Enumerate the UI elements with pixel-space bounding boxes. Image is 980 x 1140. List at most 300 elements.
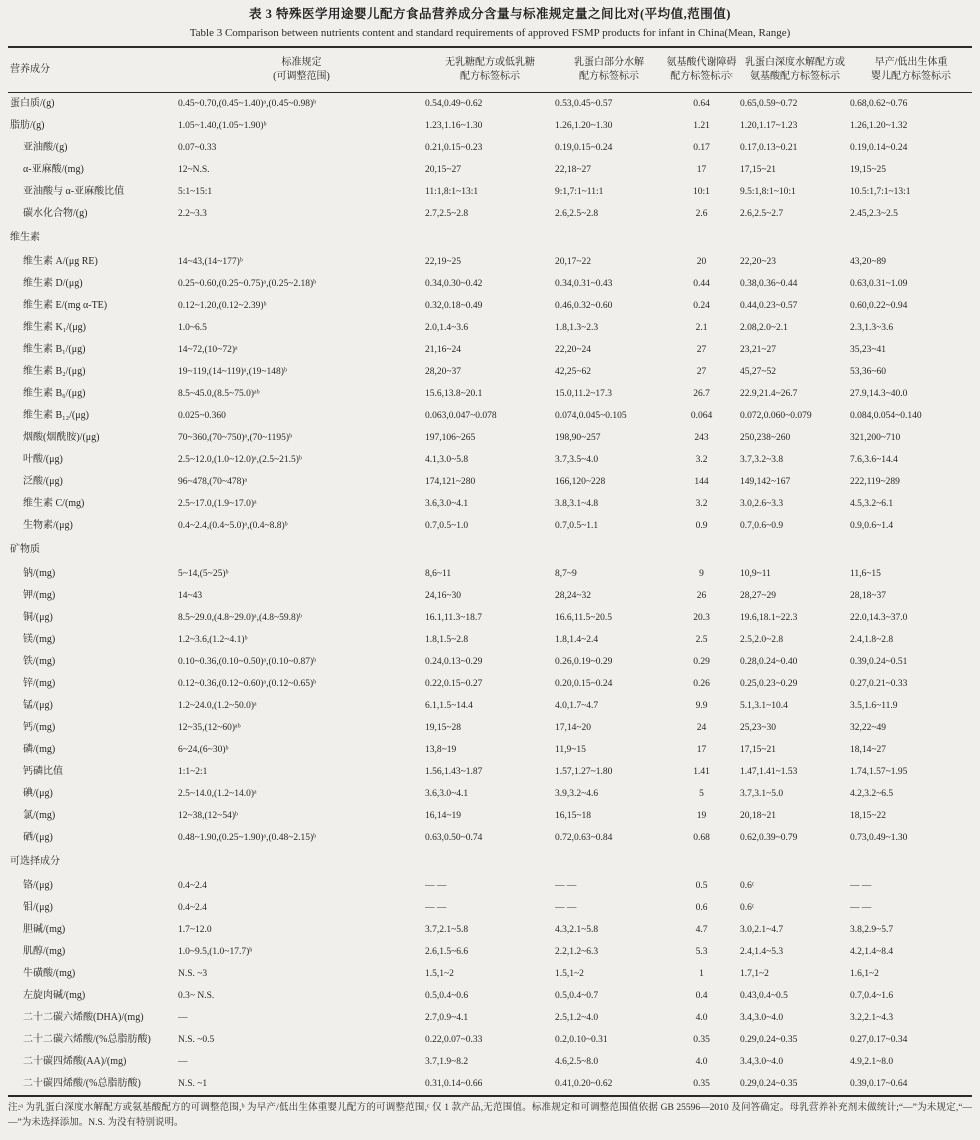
row-label: 维生素 B₆/(μg) — [23, 388, 86, 399]
table-row — [8, 361, 972, 383]
value-cell: 22.0,14.3~37.0 — [850, 613, 908, 623]
value-cell: 0.39,0.24~0.51 — [850, 657, 908, 667]
value-cell: 4.0 — [695, 1057, 708, 1067]
value-cell: 0.34,0.31~0.43 — [555, 279, 613, 289]
col-header-text: 氨基酸代谢障碍 — [666, 57, 737, 68]
value-cell: 0.6ᶜ — [740, 903, 755, 913]
value-cell: 0.54,0.49~0.62 — [425, 99, 483, 109]
value-cell: 0.64 — [693, 99, 710, 109]
value-cell: 20.3 — [693, 613, 710, 623]
row-label: α-亚麻酸/(mg) — [23, 164, 84, 175]
value-cell: 4.3,2.1~5.8 — [555, 925, 599, 935]
row-label: 钠/(mg) — [23, 568, 56, 579]
value-cell: 1.7~12.0 — [178, 925, 212, 935]
row-label: 钙/(mg) — [23, 722, 56, 733]
table-row — [8, 1007, 972, 1029]
value-cell: — — — [850, 903, 872, 913]
value-cell: 2.5~17.0,(1.9~17.0)ᵃ — [178, 499, 257, 509]
col-header-text: 无乳糖配方或低乳糖 — [445, 57, 535, 68]
value-cell: 22,19~25 — [425, 257, 462, 267]
value-cell: 0.31,0.14~0.66 — [425, 1079, 483, 1089]
value-cell: 0.7,0.6~0.9 — [740, 521, 784, 531]
value-cell: 2.45,2.3~2.5 — [850, 209, 898, 219]
value-cell: 10,9~11 — [740, 569, 771, 579]
table-row — [8, 181, 972, 203]
col-header-text: 乳蛋白深度水解配方或 — [745, 57, 845, 68]
value-cell: 11:1,8:1~13:1 — [425, 187, 479, 197]
col-header-amino-acid-metabolic — [663, 56, 740, 84]
table-footnote: 注:ᵃ 为乳蛋白深度水解配方或氨基酸配方的可调整范围,ᵇ 为早产/低出生体重婴儿配方的可调整范围,ᶜ 仅 1 款产品,无范围值。标准规定和可调整范围值依据 GB 25596—2010 及问答确定。母乳营养补充剂未做统计;“—”为未规定,“— —”为未选择添加。N.S. 为没有特别说明。 — [8, 1103, 972, 1128]
value-cell: 0.68 — [693, 833, 710, 843]
value-cell: 45,27~52 — [740, 367, 777, 377]
row-label: 钼/(μg) — [23, 902, 53, 913]
row-label: 二十二碳六烯酸/(%总脂肪酸) — [23, 1034, 151, 1045]
value-cell: 20,17~22 — [555, 257, 592, 267]
value-cell: 1.8,1.5~2.8 — [425, 635, 469, 645]
value-cell: 3.8,3.1~4.8 — [555, 499, 599, 509]
value-cell: 9 — [699, 569, 704, 579]
value-cell: 243 — [694, 433, 709, 443]
value-cell: 0.5 — [695, 881, 708, 891]
value-cell: 0.21,0.15~0.23 — [425, 143, 483, 153]
value-cell: 28,24~32 — [555, 591, 592, 601]
value-cell: 9.5:1,8:1~10:1 — [740, 187, 796, 197]
row-label: 锌/(mg) — [23, 678, 56, 689]
value-cell: 3.7,3.5~4.0 — [555, 455, 599, 465]
table-row — [8, 515, 972, 537]
value-cell: 19~119,(14~119)ᵃ,(19~148)ᵇ — [178, 367, 287, 377]
value-cell: N.S. ~3 — [178, 969, 208, 979]
value-cell: 19,15~25 — [850, 165, 887, 175]
value-cell: 166,120~228 — [555, 477, 606, 487]
value-cell: 0.73,0.49~1.30 — [850, 833, 908, 843]
col-header-text: 乳蛋白部分水解 — [574, 57, 644, 68]
value-cell: 24,16~30 — [425, 591, 462, 601]
value-cell: 0.28,0.24~0.40 — [740, 657, 798, 667]
value-cell: 3.6,3.0~4.1 — [425, 499, 469, 509]
value-cell: 1.23,1.16~1.30 — [425, 121, 483, 131]
value-cell: 1.74,1.57~1.95 — [850, 767, 908, 777]
value-cell: 1:1~2:1 — [178, 767, 208, 777]
section-row — [8, 849, 972, 875]
value-cell: 0.29,0.24~0.35 — [740, 1035, 798, 1045]
value-cell: 3.4,3.0~4.0 — [740, 1057, 784, 1067]
table-row — [8, 607, 972, 629]
row-label: 硒/(μg) — [23, 832, 53, 843]
table-row — [8, 317, 972, 339]
value-cell: 2.4,1.8~2.8 — [850, 635, 894, 645]
value-cell: 250,238~260 — [740, 433, 791, 443]
value-cell: 16,14~19 — [425, 811, 462, 821]
value-cell: 4.9,2.1~8.0 — [850, 1057, 894, 1067]
col-header-extensively-hydrolyzed — [740, 56, 850, 84]
table-row — [8, 251, 972, 273]
value-cell: 0.072,0.060~0.079 — [740, 411, 812, 421]
value-cell: 18,14~27 — [850, 745, 887, 755]
row-label: 叶酸/(μg) — [23, 454, 63, 465]
row-label: 氯/(mg) — [23, 810, 56, 821]
value-cell: 2.3,1.3~3.6 — [850, 323, 894, 333]
value-cell: — — [178, 1057, 188, 1067]
value-cell: 0.39,0.17~0.64 — [850, 1079, 908, 1089]
value-cell: 0.7,0.5~1.0 — [425, 521, 469, 531]
value-cell: 1.41 — [693, 767, 710, 777]
value-cell: 0.48~1.90,(0.25~1.90)ᵃ,(0.48~2.15)ᵇ — [178, 833, 317, 843]
value-cell: — — — [555, 881, 577, 891]
section-row — [8, 537, 972, 563]
value-cell: 17 — [696, 165, 707, 175]
value-cell: 0.43,0.4~0.5 — [740, 991, 788, 1001]
value-cell: 17,15~21 — [740, 165, 777, 175]
table-row — [8, 339, 972, 361]
value-cell: 1.0~6.5 — [178, 323, 207, 333]
value-cell: 53,36~60 — [850, 367, 887, 377]
col-header-preterm — [850, 56, 972, 84]
value-cell: 0.27,0.21~0.33 — [850, 679, 908, 689]
value-cell: 1.21 — [693, 121, 710, 131]
value-cell: 25,23~30 — [740, 723, 777, 733]
value-cell: 14~72,(10~72)ᵃ — [178, 345, 238, 355]
value-cell: 321,200~710 — [850, 433, 901, 443]
value-cell: 0.45~0.70,(0.45~1.40)ᵃ,(0.45~0.98)ᵇ — [178, 99, 317, 109]
row-label: 维生素 D/(μg) — [23, 278, 83, 289]
value-cell: N.S. ~0.5 — [178, 1035, 215, 1045]
value-cell: 11,9~15 — [555, 745, 586, 755]
value-cell: 0.35 — [693, 1079, 710, 1089]
value-cell: 1.20,1.17~1.23 — [740, 121, 798, 131]
col-header-lactose-free — [425, 56, 555, 84]
value-cell: 2.2~3.3 — [178, 209, 207, 219]
value-cell: 0.26,0.19~0.29 — [555, 657, 613, 667]
value-cell: 9.9 — [695, 701, 708, 711]
value-cell: 4.5,3.2~6.1 — [850, 499, 894, 509]
col-header-text: 婴儿配方标签标示 — [871, 71, 951, 82]
value-cell: 1.56,1.43~1.87 — [425, 767, 483, 777]
col-header-text: 早产/低出生体重 — [874, 57, 948, 68]
table-row — [8, 897, 972, 919]
value-cell: 0.025~0.360 — [178, 411, 226, 421]
table-row — [8, 739, 972, 761]
value-cell: — — [178, 1013, 188, 1023]
value-cell: 0.063,0.047~0.078 — [425, 411, 497, 421]
table-row — [8, 963, 972, 985]
value-cell: 0.34,0.30~0.42 — [425, 279, 483, 289]
value-cell: 1.8,1.4~2.4 — [555, 635, 599, 645]
table-row — [8, 585, 972, 607]
value-cell: 174,121~280 — [425, 477, 476, 487]
value-cell: 12~35,(12~60)ᵃᵇ — [178, 723, 241, 733]
table-title-zh: 表 3 特殊医学用途婴儿配方食品营养成分含量与标准规定量之间比对(平均值,范围值) — [249, 7, 731, 21]
row-label: 牛磺酸/(mg) — [23, 968, 76, 979]
value-cell: 20,15~27 — [425, 165, 462, 175]
row-label: 烟酸(烟酰胺)/(μg) — [23, 432, 100, 443]
table-row — [8, 383, 972, 405]
value-cell: 0.29 — [693, 657, 710, 667]
value-cell: 4.0,1.7~4.7 — [555, 701, 599, 711]
value-cell: 0.35 — [693, 1035, 710, 1045]
nutrients-table — [8, 46, 972, 1097]
value-cell: 0.17 — [693, 143, 710, 153]
value-cell: — — — [850, 881, 872, 891]
value-cell: 0.7,0.5~1.1 — [555, 521, 599, 531]
table-row — [8, 115, 972, 137]
table-row — [8, 695, 972, 717]
value-cell: 0.4~2.4 — [178, 903, 207, 913]
row-label: 铜/(μg) — [23, 612, 53, 623]
value-cell: 0.9,0.6~1.4 — [850, 521, 894, 531]
value-cell: 8,6~11 — [425, 569, 452, 579]
value-cell: 3.9,3.2~4.6 — [555, 789, 599, 799]
col-header-partially-hydrolyzed — [555, 56, 663, 84]
value-cell: 28,27~29 — [740, 591, 777, 601]
value-cell: 4.0 — [695, 1013, 708, 1023]
table-row — [8, 159, 972, 181]
value-cell: 3.8,2.9~5.7 — [850, 925, 894, 935]
value-cell: 1.5,1~2 — [425, 969, 454, 979]
value-cell: 1.5,1~2 — [555, 969, 584, 979]
value-cell: 15.0,11.2~17.3 — [555, 389, 613, 399]
table-row — [8, 651, 972, 673]
row-label: 钙磷比值 — [23, 766, 63, 777]
value-cell: 5~14,(5~25)ᵇ — [178, 569, 229, 579]
col-header-text: 配方标签标示 — [460, 71, 520, 82]
row-label: 泛酸/(μg) — [23, 476, 63, 487]
value-cell: 13,8~19 — [425, 745, 457, 755]
table-body — [8, 93, 972, 1095]
value-cell: 0.7,0.4~1.6 — [850, 991, 894, 1001]
table-row — [8, 427, 972, 449]
value-cell: 14~43 — [178, 591, 203, 601]
table-row — [8, 1029, 972, 1051]
value-cell: 2.7,0.9~4.1 — [425, 1013, 469, 1023]
value-cell: 197,106~265 — [425, 433, 476, 443]
value-cell: 12~38,(12~54)ᵇ — [178, 811, 238, 821]
value-cell: 96~478,(70~478)ᵃ — [178, 477, 248, 487]
value-cell: 3.2 — [695, 455, 708, 465]
table-row — [8, 761, 972, 783]
row-label: 维生素 B₁₂/(μg) — [23, 410, 89, 421]
value-cell: 5:1~15:1 — [178, 187, 213, 197]
value-cell: 0.3~ N.S. — [178, 991, 215, 1001]
value-cell: 3.4,3.0~4.0 — [740, 1013, 784, 1023]
value-cell: 0.25,0.23~0.29 — [740, 679, 798, 689]
row-label: 生物素/(μg) — [23, 520, 73, 531]
row-label: 脂肪/(g) — [10, 120, 45, 131]
value-cell: 0.32,0.18~0.49 — [425, 301, 483, 311]
value-cell: 0.68,0.62~0.76 — [850, 99, 908, 109]
section-label: 可选择成分 — [10, 856, 60, 867]
value-cell: 0.24,0.13~0.29 — [425, 657, 483, 667]
value-cell: 22.9,21.4~26.7 — [740, 389, 798, 399]
table-title-en: Table 3 Comparison between nutrients content and standard requirements of approved FSMP products for infant in China(Mean, Range) — [189, 27, 791, 39]
value-cell: 2.6,2.5~2.8 — [555, 209, 599, 219]
value-cell: 0.60,0.22~0.94 — [850, 301, 908, 311]
value-cell: 0.44 — [693, 279, 710, 289]
value-cell: 32,22~49 — [850, 723, 887, 733]
value-cell: 1 — [699, 969, 704, 979]
value-cell: 3.7,1.9~8.2 — [425, 1057, 469, 1067]
value-cell: 0.6ᶜ — [740, 881, 755, 891]
value-cell: 6.1,1.5~14.4 — [425, 701, 473, 711]
value-cell: 3.7,3.1~5.0 — [740, 789, 784, 799]
table-row — [8, 827, 972, 849]
value-cell: 18,15~22 — [850, 811, 887, 821]
value-cell: 3.0,2.1~4.7 — [740, 925, 784, 935]
value-cell: 1.2~24.0,(1.2~50.0)ᵃ — [178, 701, 257, 711]
value-cell: 2.08,2.0~2.1 — [740, 323, 788, 333]
table-row — [8, 673, 972, 695]
value-cell: 3.6,3.0~4.1 — [425, 789, 469, 799]
value-cell: 16.6,11.5~20.5 — [555, 613, 613, 623]
value-cell: 27 — [696, 345, 707, 355]
table-row — [8, 449, 972, 471]
table-row — [8, 405, 972, 427]
row-label: 钾/(mg) — [23, 590, 56, 601]
value-cell: 0.44,0.23~0.57 — [740, 301, 798, 311]
table-row — [8, 629, 972, 651]
value-cell: 11,6~15 — [850, 569, 881, 579]
value-cell: 144 — [694, 477, 709, 487]
value-cell: 0.22,0.07~0.33 — [425, 1035, 483, 1045]
row-label: 维生素 A/(μg RE) — [23, 256, 98, 267]
value-cell: 28,18~37 — [850, 591, 887, 601]
value-cell: 4.6,2.5~8.0 — [555, 1057, 599, 1067]
table-row — [8, 717, 972, 739]
value-cell: 10:1 — [693, 187, 710, 197]
table-row — [8, 919, 972, 941]
table-row — [8, 203, 972, 225]
value-cell: 3.2 — [695, 499, 708, 509]
value-cell: 1.8,1.3~2.3 — [555, 323, 599, 333]
row-label: 维生素 C/(mg) — [23, 498, 85, 509]
value-cell: 19 — [696, 811, 707, 821]
section-label: 矿物质 — [10, 544, 40, 555]
value-cell: 8.5~29.0,(4.8~29.0)ᵃ,(4.8~59.8)ᵇ — [178, 613, 302, 623]
value-cell: 3.7,2.1~5.8 — [425, 925, 469, 935]
value-cell: 222,119~289 — [850, 477, 900, 487]
value-cell: 0.4~2.4,(0.4~5.0)ᵃ,(0.4~8.8)ᵇ — [178, 521, 288, 531]
value-cell: 27 — [696, 367, 707, 377]
value-cell: 0.63,0.31~1.09 — [850, 279, 908, 289]
table-row — [8, 563, 972, 585]
value-cell: 6~24,(6~30)ᵇ — [178, 745, 229, 755]
value-cell: 3.5,1.6~11.9 — [850, 701, 898, 711]
col-header-text: 配方标签标示 — [579, 71, 639, 82]
value-cell: 0.074,0.045~0.105 — [555, 411, 627, 421]
table-row — [8, 295, 972, 317]
col-header-text: 营养成分 — [10, 64, 50, 75]
value-cell: 26 — [696, 591, 707, 601]
value-cell: 12~N.S. — [178, 165, 210, 175]
value-cell: 0.65,0.59~0.72 — [740, 99, 798, 109]
value-cell: 2.5~14.0,(1.2~14.0)ᵃ — [178, 789, 257, 799]
col-header-nutrient — [8, 63, 178, 77]
value-cell: 0.5,0.4~0.6 — [425, 991, 469, 1001]
value-cell: 28,20~37 — [425, 367, 462, 377]
value-cell: 10.5:1,7:1~13:1 — [850, 187, 911, 197]
value-cell: 2.5,2.0~2.8 — [740, 635, 784, 645]
value-cell: 0.6 — [695, 903, 708, 913]
value-cell: 2.6,1.5~6.6 — [425, 947, 469, 957]
value-cell: 0.22,0.15~0.27 — [425, 679, 483, 689]
row-label: 左旋肉碱/(mg) — [23, 990, 86, 1001]
value-cell: 17,15~21 — [740, 745, 777, 755]
table-row — [8, 1073, 972, 1095]
value-cell: 1.0~9.5,(1.0~17.7)ᵇ — [178, 947, 253, 957]
table-row — [8, 1051, 972, 1073]
value-cell: 16.1,11.3~18.7 — [425, 613, 483, 623]
value-cell: 8.5~45.0,(8.5~75.0)ᵃᵇ — [178, 389, 260, 399]
table-row — [8, 941, 972, 963]
table-row — [8, 875, 972, 897]
row-label: 碘/(μg) — [23, 788, 53, 799]
value-cell: 27.9,14.3~40.0 — [850, 389, 908, 399]
row-label: 磷/(mg) — [23, 744, 56, 755]
value-cell: — — — [425, 903, 447, 913]
value-cell: 9:1,7:1~11:1 — [555, 187, 604, 197]
value-cell: 4.7 — [695, 925, 708, 935]
value-cell: 19.6,18.1~22.3 — [740, 613, 798, 623]
value-cell: 0.07~0.33 — [178, 143, 217, 153]
value-cell: 5.3 — [695, 947, 708, 957]
value-cell: 2.6 — [695, 209, 708, 219]
value-cell: 2.5,1.2~4.0 — [555, 1013, 599, 1023]
value-cell: 17 — [696, 745, 707, 755]
value-cell: 0.53,0.45~0.57 — [555, 99, 613, 109]
value-cell: 0.27,0.17~0.34 — [850, 1035, 908, 1045]
value-cell: 1.7,1~2 — [740, 969, 769, 979]
value-cell: 0.4~2.4 — [178, 881, 207, 891]
value-cell: 1.2~3.6,(1.2~4.1)ᵇ — [178, 635, 248, 645]
value-cell: 1.05~1.40,(1.05~1.90)ᵇ — [178, 121, 267, 131]
value-cell: 0.38,0.36~0.44 — [740, 279, 798, 289]
table-row — [8, 985, 972, 1007]
value-cell: 70~360,(70~750)ᵃ,(70~1195)ᵇ — [178, 433, 293, 443]
value-cell: 5 — [699, 789, 704, 799]
value-cell: 1.26,1.20~1.30 — [555, 121, 613, 131]
value-cell: 4.2,3.2~6.5 — [850, 789, 894, 799]
row-label: 蛋白质/(g) — [10, 98, 55, 109]
value-cell: — — — [425, 881, 447, 891]
col-header-text: 氨基酸配方标签标示 — [750, 71, 840, 82]
value-cell: 24 — [696, 723, 707, 733]
value-cell: 3.2,2.1~4.3 — [850, 1013, 894, 1023]
value-cell: 14~43,(14~177)ᵇ — [178, 257, 243, 267]
row-label: 二十二碳六烯酸(DHA)/(mg) — [23, 1012, 144, 1023]
row-label: 铬/(μg) — [23, 880, 53, 891]
value-cell: 20 — [696, 257, 707, 267]
value-cell: 22,20~23 — [740, 257, 777, 267]
row-label: 镁/(mg) — [23, 634, 56, 645]
value-cell: 0.62,0.39~0.79 — [740, 833, 798, 843]
row-label: 二十碳四烯酸(AA)/(mg) — [23, 1056, 127, 1067]
value-cell: 0.20,0.15~0.24 — [555, 679, 613, 689]
value-cell: 3.0,2.6~3.3 — [740, 499, 784, 509]
row-label: 碳水化合物/(g) — [23, 208, 88, 219]
value-cell: 4.2,1.4~8.4 — [850, 947, 894, 957]
value-cell: 5.1,3.1~10.4 — [740, 701, 788, 711]
value-cell: 21,16~24 — [425, 345, 462, 355]
value-cell: 149,142~167 — [740, 477, 791, 487]
value-cell: 0.084,0.054~0.140 — [850, 411, 922, 421]
value-cell: 22,18~27 — [555, 165, 592, 175]
value-cell: 0.064 — [690, 411, 713, 421]
value-cell: 22,20~24 — [555, 345, 592, 355]
table-row — [8, 471, 972, 493]
col-header-text: (可调整范围) — [273, 71, 330, 82]
row-label: 维生素 E/(mg α-TE) — [23, 300, 108, 311]
value-cell: 1.6,1~2 — [850, 969, 879, 979]
